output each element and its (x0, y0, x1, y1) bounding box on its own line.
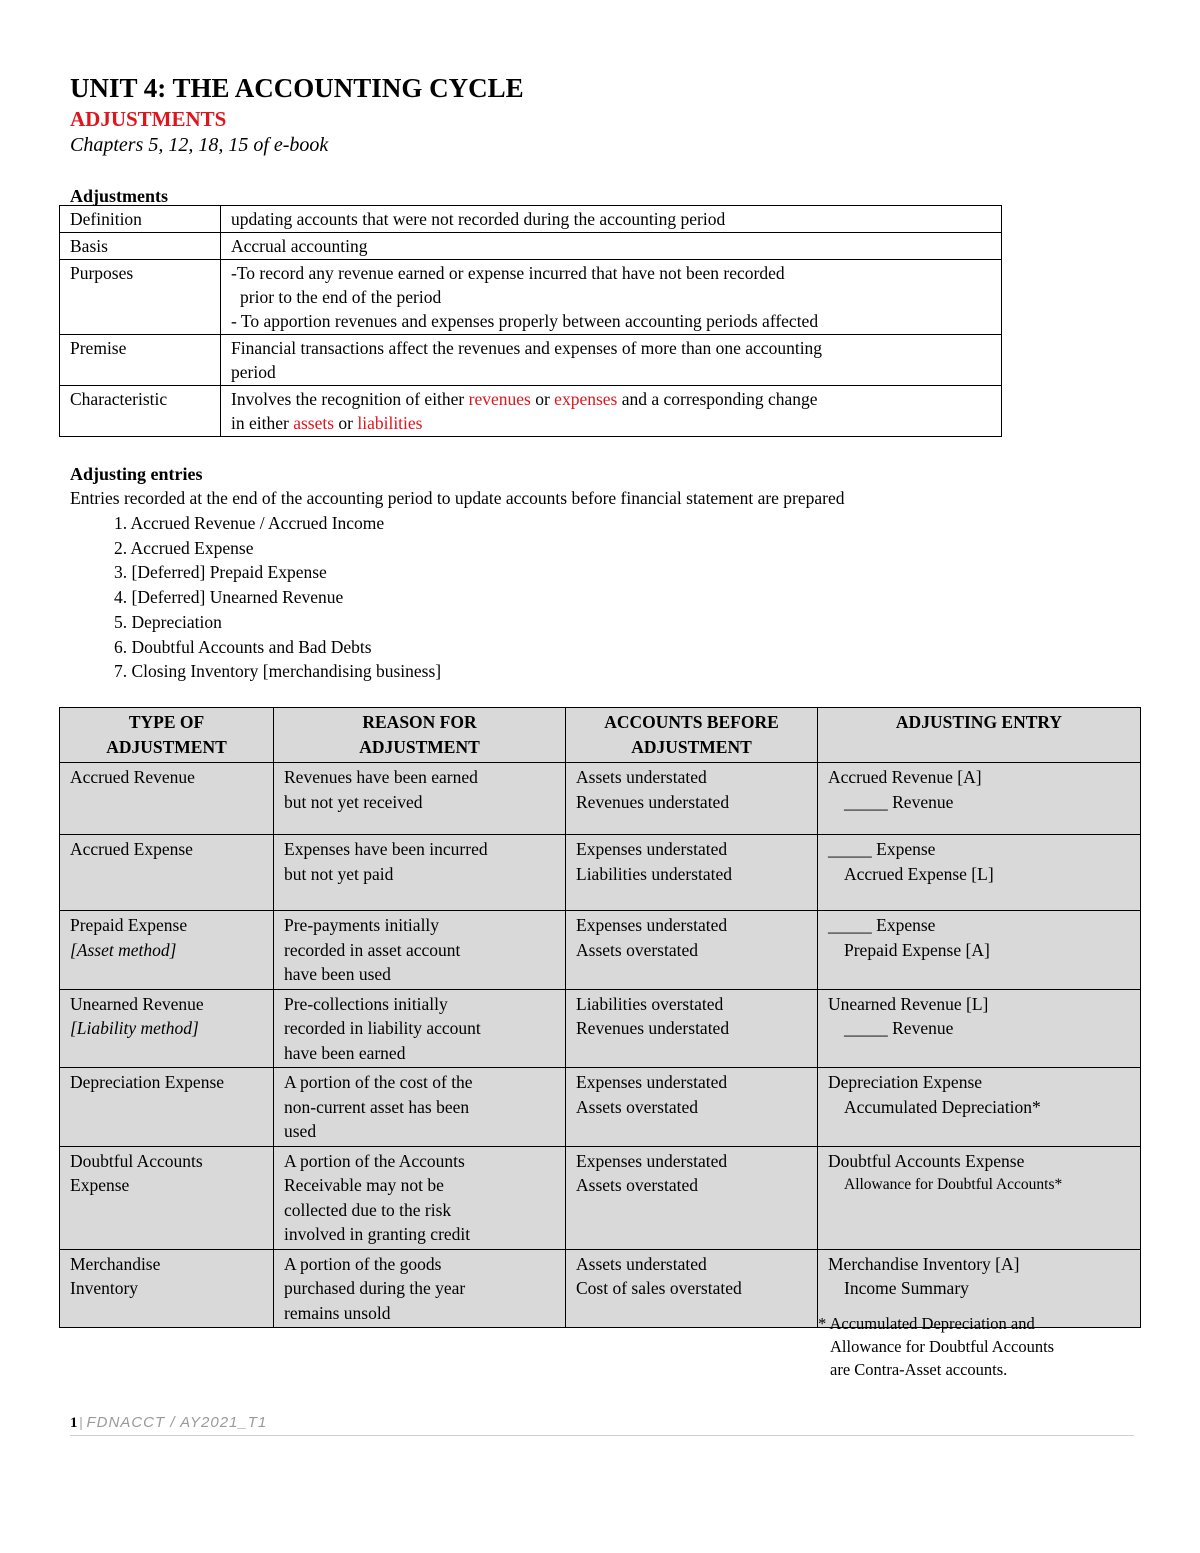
purposes-label: Purposes (60, 260, 221, 335)
cell-line: Depreciation Expense (828, 1072, 983, 1092)
table-row (60, 989, 1141, 1068)
column-header-reason (274, 708, 566, 763)
cell-line: have been earned (284, 1042, 406, 1063)
cell-line: Assets overstated (576, 1096, 698, 1117)
adjustment-types-table (59, 707, 1141, 1328)
cell-line: Unearned Revenue [L] (828, 993, 989, 1014)
table-header-row (60, 708, 1141, 763)
cell-line: A portion of the cost of the (284, 1072, 473, 1092)
cell-line: Pre-payments initially (284, 915, 440, 935)
highlight-revenues: revenues (468, 389, 531, 409)
cell-line: Cost of sales overstated (576, 1278, 742, 1298)
cell-line: Expenses understated (576, 839, 728, 859)
accounts-before-cell (566, 1068, 818, 1147)
cell-line: [Liability method] (70, 1018, 199, 1038)
cell-line: A portion of the goods (284, 1253, 442, 1274)
cell-line: non-current asset has been (284, 1096, 470, 1117)
characteristic-line (231, 387, 991, 411)
cell-line: Accrued Expense (70, 839, 193, 859)
accounts-before-cell (566, 989, 818, 1068)
adjustments-definition-table (59, 205, 1002, 437)
type-cell (60, 1146, 274, 1249)
cell-line: but not yet paid (284, 863, 394, 884)
characteristic-value (221, 386, 1002, 437)
cell-line: Assets overstated (576, 1175, 698, 1195)
reason-cell (274, 835, 566, 911)
course-code: FDNACCT / AY2021_T1 (86, 1414, 268, 1431)
adjusting-entry-cell (818, 1068, 1141, 1147)
list-item: 3. [Deferred] Prepaid Expense (114, 562, 327, 583)
accounts-before-cell (566, 835, 818, 911)
connector-text: or (530, 389, 555, 409)
cell-line: Doubtful Accounts Expense (828, 1150, 1025, 1171)
reason-cell (274, 911, 566, 990)
cell-line: Depreciation Expense (70, 1072, 225, 1092)
cell-line: recorded in asset account (284, 939, 461, 960)
cell-line: Accrued Expense [L] (844, 863, 994, 884)
cell-line: Revenues understated (576, 1018, 730, 1038)
characteristic-line (231, 411, 991, 435)
footer-divider (70, 1435, 1134, 1436)
cell-line: Expenses have been incurred (284, 839, 488, 859)
cell-line: Prepaid Expense (70, 915, 188, 935)
adjusting-entry-cell (818, 835, 1141, 911)
table-row (60, 763, 1141, 835)
type-cell (60, 1068, 274, 1147)
cell-line: _____ Revenue (844, 791, 954, 812)
basis-text: Accrual accounting (231, 236, 368, 256)
reason-cell (274, 1068, 566, 1147)
table-row (60, 233, 1002, 260)
cell-line: remains unsold (284, 1302, 391, 1323)
cell-line: Accumulated Depreciation* (844, 1096, 1041, 1117)
page-number: 1 (70, 1415, 78, 1431)
accounts-before-cell (566, 1249, 818, 1328)
characteristic-text: and a corresponding change (617, 389, 818, 409)
accounts-before-cell (566, 763, 818, 835)
definition-value (221, 206, 1002, 233)
cell-line: A portion of the Accounts (284, 1150, 465, 1171)
table-row (60, 260, 1002, 335)
footer-separator: | (79, 1415, 83, 1431)
cell-line: Revenues have been earned (284, 767, 478, 787)
list-item: 2. Accrued Expense (114, 537, 254, 558)
cell-line: Assets understated (576, 767, 707, 787)
cell-line: _____ Expense (828, 915, 936, 935)
purposes-line: -To record any revenue earned or expense incurred that have not been recorded (231, 263, 785, 283)
cell-line: Liabilities understated (576, 863, 732, 884)
adjustments-heading: Adjustments (70, 186, 169, 206)
type-cell (60, 989, 274, 1068)
column-header-accounts-before (566, 708, 818, 763)
list-item: 4. [Deferred] Unearned Revenue (114, 587, 344, 608)
accounts-before-cell (566, 1146, 818, 1249)
list-item: 6. Doubtful Accounts and Bad Debts (114, 636, 372, 657)
column-header-type (60, 708, 274, 763)
type-cell (60, 1249, 274, 1328)
table-row (60, 335, 1002, 386)
type-cell (60, 911, 274, 990)
connector-text: or (334, 413, 358, 433)
footnote-line: * Accumulated Depreciation and (818, 1314, 1035, 1333)
header-line: TYPE OF (128, 712, 205, 732)
basis-label: Basis (60, 233, 221, 260)
cell-line: Expenses understated (576, 915, 728, 935)
page-footer (70, 1413, 267, 1433)
cell-line: Liabilities overstated (576, 993, 724, 1014)
cell-line: Merchandise (70, 1253, 161, 1274)
reason-cell (274, 989, 566, 1068)
characteristic-text: Involves the recognition of either (231, 389, 469, 409)
cell-line: Expenses understated (576, 1150, 728, 1171)
adjusting-entry-cell (818, 763, 1141, 835)
reason-cell (274, 763, 566, 835)
header-line: ADJUSTMENT (631, 737, 752, 757)
page-title: UNIT 4: THE ACCOUNTING CYCLE (70, 73, 524, 103)
premise-value (221, 335, 1002, 386)
reason-cell (274, 1249, 566, 1328)
purposes-line: prior to the end of the period (240, 287, 442, 307)
purposes-line: - To apportion revenues and expenses properly between accounting periods affected (231, 311, 819, 331)
cell-line: [Asset method] (70, 939, 177, 960)
highlight-assets: assets (293, 413, 335, 433)
cell-line: Inventory (70, 1278, 139, 1298)
type-cell (60, 763, 274, 835)
table-row (60, 835, 1141, 911)
definition-label: Definition (60, 206, 221, 233)
adjusting-entries-description: Entries recorded at the end of the accounting period to update accounts before financial statement are prepared (70, 488, 845, 508)
cell-line: Receivable may not be (284, 1175, 444, 1195)
adjusting-entries-list (114, 511, 441, 684)
list-item: 5. Depreciation (114, 611, 222, 632)
table-row (60, 1146, 1141, 1249)
cell-line: Accrued Revenue [A] (828, 767, 982, 787)
premise-label: Premise (60, 335, 221, 386)
column-header-adjusting-entry (818, 708, 1141, 763)
characteristic-label: Characteristic (60, 386, 221, 437)
cell-line: Pre-collections initially (284, 993, 448, 1014)
header-line: ADJUSTMENT (359, 737, 480, 757)
page-subtitle: ADJUSTMENTS (70, 107, 227, 131)
characteristic-text: in either (231, 413, 294, 433)
reason-cell (274, 1146, 566, 1249)
adjusting-entries-heading: Adjusting entries (70, 464, 203, 484)
premise-line: Financial transactions affect the revenues and expenses of more than one accounting (231, 338, 823, 358)
adjusting-entry-cell (818, 1146, 1141, 1249)
adjusting-entry-cell (818, 911, 1141, 990)
cell-line: Expenses understated (576, 1072, 728, 1092)
chapters-reference: Chapters 5, 12, 18, 15 of e-book (70, 134, 329, 156)
cell-line: Assets overstated (576, 939, 698, 960)
cell-line: Accrued Revenue (70, 767, 195, 787)
cell-line: but not yet received (284, 791, 423, 812)
accounts-before-cell (566, 911, 818, 990)
cell-line: used (284, 1121, 317, 1141)
cell-line: Allowance for Doubtful Accounts* (844, 1176, 1063, 1193)
basis-value (221, 233, 1002, 260)
cell-line: have been used (284, 964, 391, 984)
list-item: 1. Accrued Revenue / Accrued Income (114, 513, 385, 533)
footnote-line: Allowance for Doubtful Accounts (830, 1337, 1055, 1356)
type-cell (60, 835, 274, 911)
premise-line: period (231, 362, 276, 382)
table-row (60, 1068, 1141, 1147)
table-row (60, 386, 1002, 437)
definition-text: updating accounts that were not recorded during the accounting period (231, 209, 726, 229)
cell-line: Prepaid Expense [A] (844, 939, 990, 960)
purposes-value (221, 260, 1002, 335)
contra-asset-footnote (818, 1312, 1054, 1381)
cell-line: Expense (70, 1175, 130, 1195)
highlight-liabilities: liabilities (357, 413, 423, 433)
cell-line: Merchandise Inventory [A] (828, 1253, 1020, 1274)
cell-line: recorded in liability account (284, 1018, 481, 1038)
cell-line: Income Summary (844, 1278, 969, 1298)
cell-line: _____ Expense (828, 839, 936, 859)
header-line: ADJUSTMENT (106, 737, 227, 757)
header-line: ADJUSTING ENTRY (895, 712, 1063, 732)
cell-line: collected due to the risk (284, 1199, 452, 1220)
cell-line: involved in granting credit (284, 1224, 471, 1244)
list-item: 7. Closing Inventory [merchandising business] (114, 661, 442, 682)
cell-line: _____ Revenue (844, 1018, 954, 1038)
footnote-line: are Contra-Asset accounts. (830, 1360, 1008, 1379)
table-row (60, 911, 1141, 990)
adjusting-entry-cell (818, 989, 1141, 1068)
highlight-expenses: expenses (554, 389, 618, 409)
cell-line: Revenues understated (576, 791, 730, 812)
header-line: REASON FOR (362, 712, 477, 732)
table-row (60, 206, 1002, 233)
cell-line: purchased during the year (284, 1278, 466, 1298)
header-line: ACCOUNTS BEFORE (604, 712, 779, 732)
cell-line: Unearned Revenue (70, 993, 204, 1014)
cell-line: Assets understated (576, 1253, 707, 1274)
cell-line: Doubtful Accounts (70, 1150, 203, 1171)
